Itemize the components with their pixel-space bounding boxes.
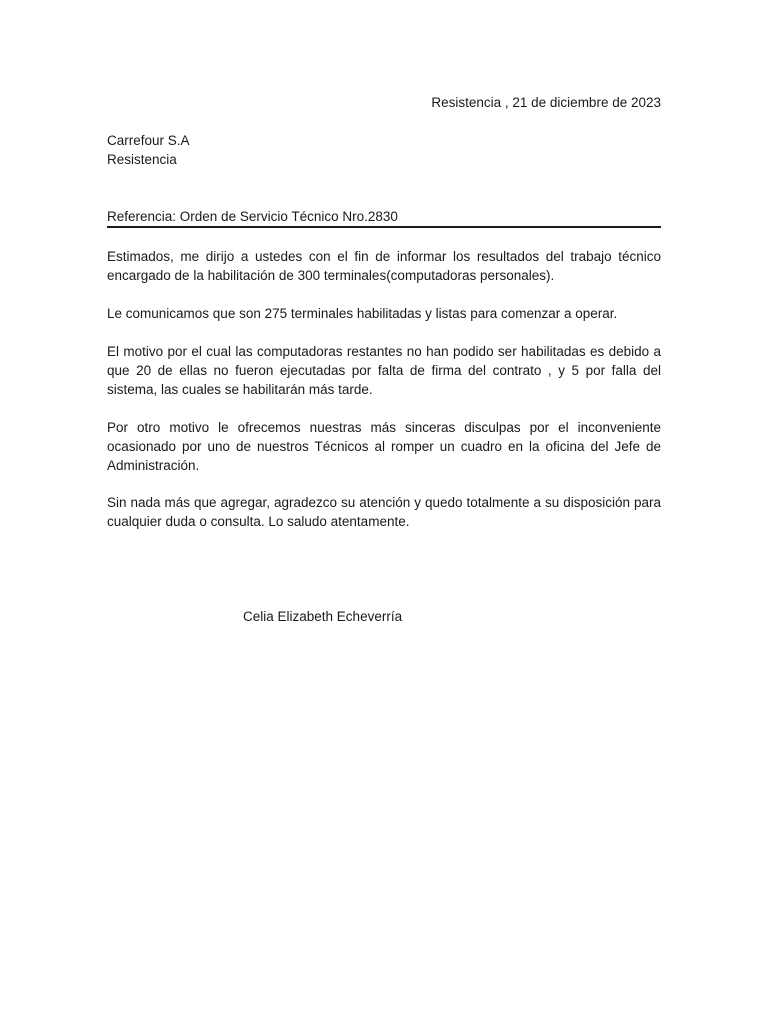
signature-name: Celia Elizabeth Echeverría — [243, 609, 403, 624]
date-line: Resistencia , 21 de diciembre de 2023 — [431, 95, 661, 110]
paragraph-pending-reason: El motivo por el cual las computadoras restantes no han podido ser habilitadas es debido a que 20 de ellas no fueron ejecutadas por falta de firma del contrato , y 5 por falla del sistema, las cuales se habilitarán más tarde. — [107, 344, 661, 397]
paragraph-intro: Estimados, me dirijo a ustedes con el fin de informar los resultados del trabajo técnico encargado de la habilitación de 300 terminales(computadoras personales). — [107, 249, 661, 283]
recipient-name: Carrefour S.A — [107, 133, 190, 148]
recipient-city: Resistencia — [107, 152, 177, 167]
recipient-block — [107, 131, 190, 169]
reference-line: Referencia: Orden de Servicio Técnico Nro.2830 — [107, 208, 661, 228]
paragraph-apology: Por otro motivo le ofrecemos nuestras más sinceras disculpas por el inconveniente ocasionado por uno de nuestros Técnicos al romper un cuadro en la oficina del Jefe de Administración. — [107, 420, 661, 473]
paragraph-enabled-terminals: Le comunicamos que son 275 terminales habilitadas y listas para comenzar a operar. — [107, 306, 618, 321]
paragraph-closing: Sin nada más que agregar, agradezco su atención y quedo totalmente a su disposición para cualquier duda o consulta. Lo saludo atentamente. — [107, 495, 661, 529]
